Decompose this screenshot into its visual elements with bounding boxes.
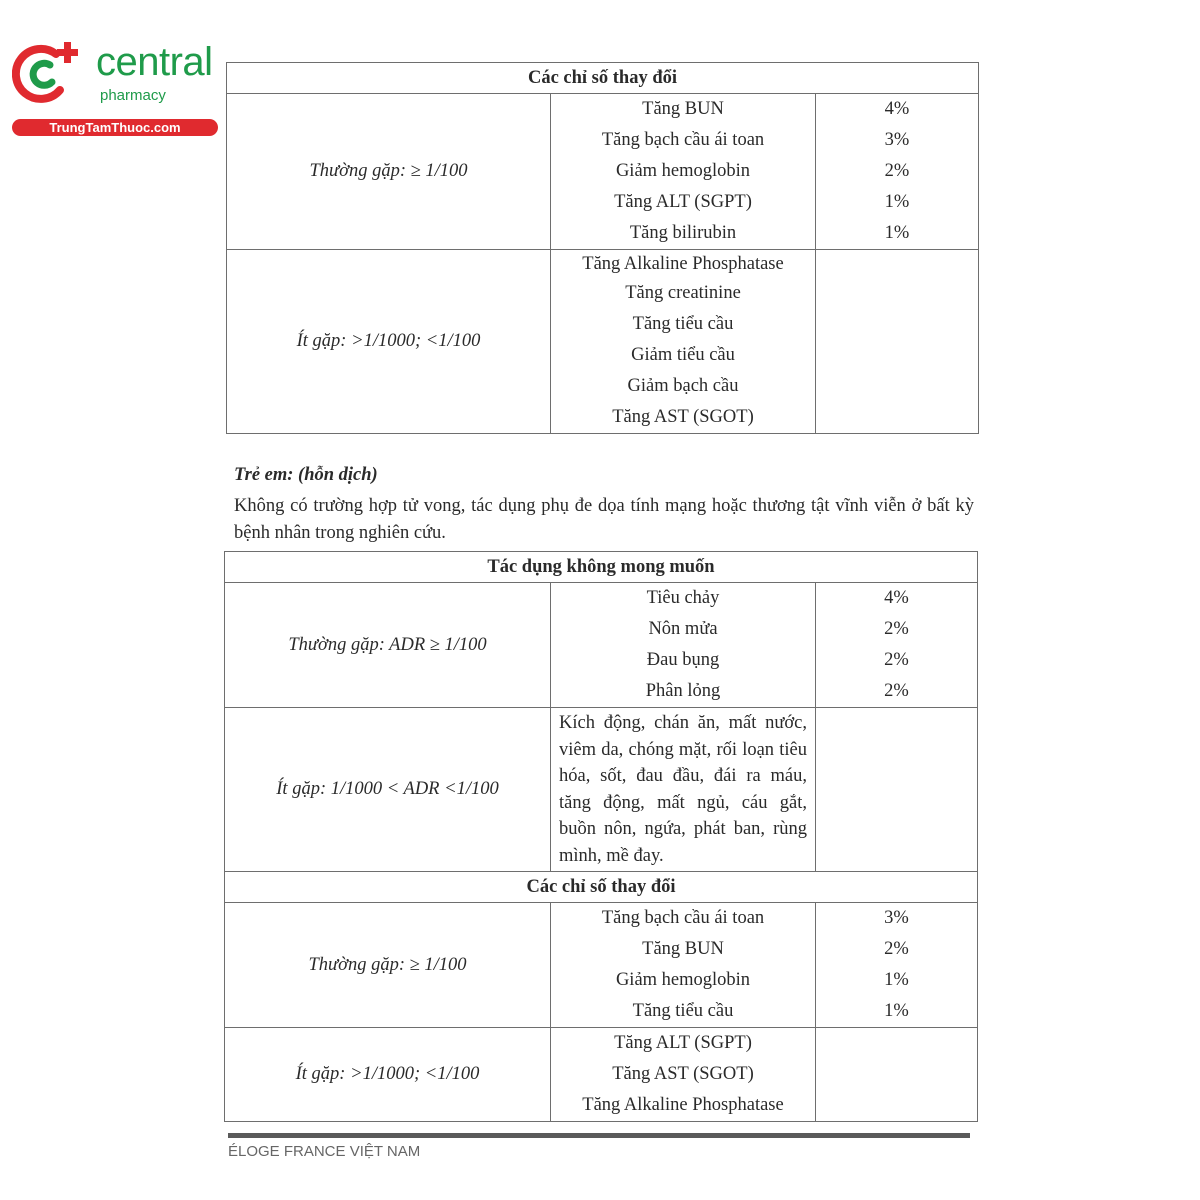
frequency-label: Ít gặp: >1/1000; <1/100 [225,1028,551,1122]
list-item: Tăng creatinine [625,283,741,303]
percent-value: 3% [884,908,909,928]
central-pharmacy-logo [10,36,215,136]
percent-value: 1% [884,192,910,212]
percent-value: 3% [884,130,910,150]
list-item: Giảm tiểu cầu [631,345,735,365]
percent-cell [816,250,979,434]
percent-cell [816,1028,978,1122]
pharmacy-cross-logo-icon [12,40,82,104]
frequency-label: Ít gặp: >1/1000; <1/100 [227,250,551,434]
adverse-effects-table [224,551,978,1122]
frequency-label: Thường gặp: ≥ 1/100 [227,94,551,250]
percent-value: 2% [884,619,909,639]
frequency-label: Thường gặp: ≥ 1/100 [225,903,551,1028]
list-item: Tăng Alkaline Phosphatase [582,1095,784,1115]
percent-cell [816,583,978,708]
effects-paragraph: Kích động, chán ăn, mất nước, viêm da, chóng mặt, rối loạn tiêu hóa, sốt, đau đầu, đái ra máu, tăng động, mất ngủ, cáu gắt, buồn nôn, ngứa, phát ban, rùng mình, mề đay. [551,708,816,872]
list-item: Tiêu chảy [646,588,720,608]
percent-value: 2% [884,161,910,181]
logo-site-badge: TrungTamThuoc.com [12,119,218,136]
section-intro: Không có trường hợp tử vong, tác dụng phụ đe dọa tính mạng hoặc thương tật vĩnh viễn ở bất kỳ bệnh nhân trong nghiên cứu. [234,496,974,543]
list-item: Tăng BUN [642,99,724,119]
table-row [227,94,979,250]
list-item: Tăng ALT (SGPT) [614,192,752,212]
list-item: Tăng bạch cầu ái toan [601,130,765,150]
logo-brand: central [96,40,213,84]
table-row [225,872,978,903]
percent-value: 2% [884,650,909,670]
list-item: Giảm hemoglobin [615,970,751,990]
percent-value: 4% [884,588,909,608]
list-item: Tăng tiểu cầu [632,314,734,334]
frequency-label: Ít gặp: 1/1000 < ADR <1/100 [225,708,551,872]
logo-subtitle: pharmacy [100,87,166,104]
table-header: Các chỉ số thay đổi [227,63,979,94]
lab-changes-table [226,62,979,434]
percent-value: 1% [884,223,910,243]
table-row [227,250,979,434]
list-item: Tăng ALT (SGPT) [614,1033,752,1053]
table-row [225,708,978,872]
percent-value: 2% [884,681,909,701]
table-subheader: Các chỉ số thay đổi [225,872,978,903]
percent-value: 4% [884,99,910,119]
list-item: Nôn mửa [648,619,718,639]
table-row [225,583,978,708]
list-item: Giảm bạch cầu [627,376,739,396]
effects-cell [551,903,816,1028]
percent-cell [816,94,979,250]
list-item: Tăng tiểu cầu [632,1001,734,1021]
table-row [225,903,978,1028]
effects-cell [551,250,816,434]
footer-text: ÉLOGE FRANCE VIỆT NAM [228,1143,421,1160]
percent-value: 2% [884,939,909,959]
percent-value: 1% [884,1001,909,1021]
table-row [227,63,979,94]
list-item: Đau bụng [646,650,720,670]
section-heading: Trẻ em: (hỗn dịch) [234,465,378,485]
footer-rule [228,1133,970,1138]
percent-cell [816,903,978,1028]
list-item: Tăng bilirubin [629,223,737,243]
list-item: Giảm hemoglobin [615,161,751,181]
list-item: Tăng bạch cầu ái toan [601,908,765,928]
frequency-label: Thường gặp: ADR ≥ 1/100 [225,583,551,708]
list-item: Tăng AST (SGOT) [612,407,754,427]
list-item: Tăng AST (SGOT) [612,1064,754,1084]
list-item: Tăng BUN [642,939,724,959]
list-item: Phân lỏng [645,681,721,701]
effects-cell [551,1028,816,1122]
table-row [225,1028,978,1122]
table-header: Tác dụng không mong muốn [225,552,978,583]
percent-value: 1% [884,970,909,990]
table-row [225,552,978,583]
list-item: Tăng Alkaline Phosphatase [582,254,784,274]
percent-cell [816,708,978,872]
effects-cell [551,583,816,708]
effects-cell [551,94,816,250]
